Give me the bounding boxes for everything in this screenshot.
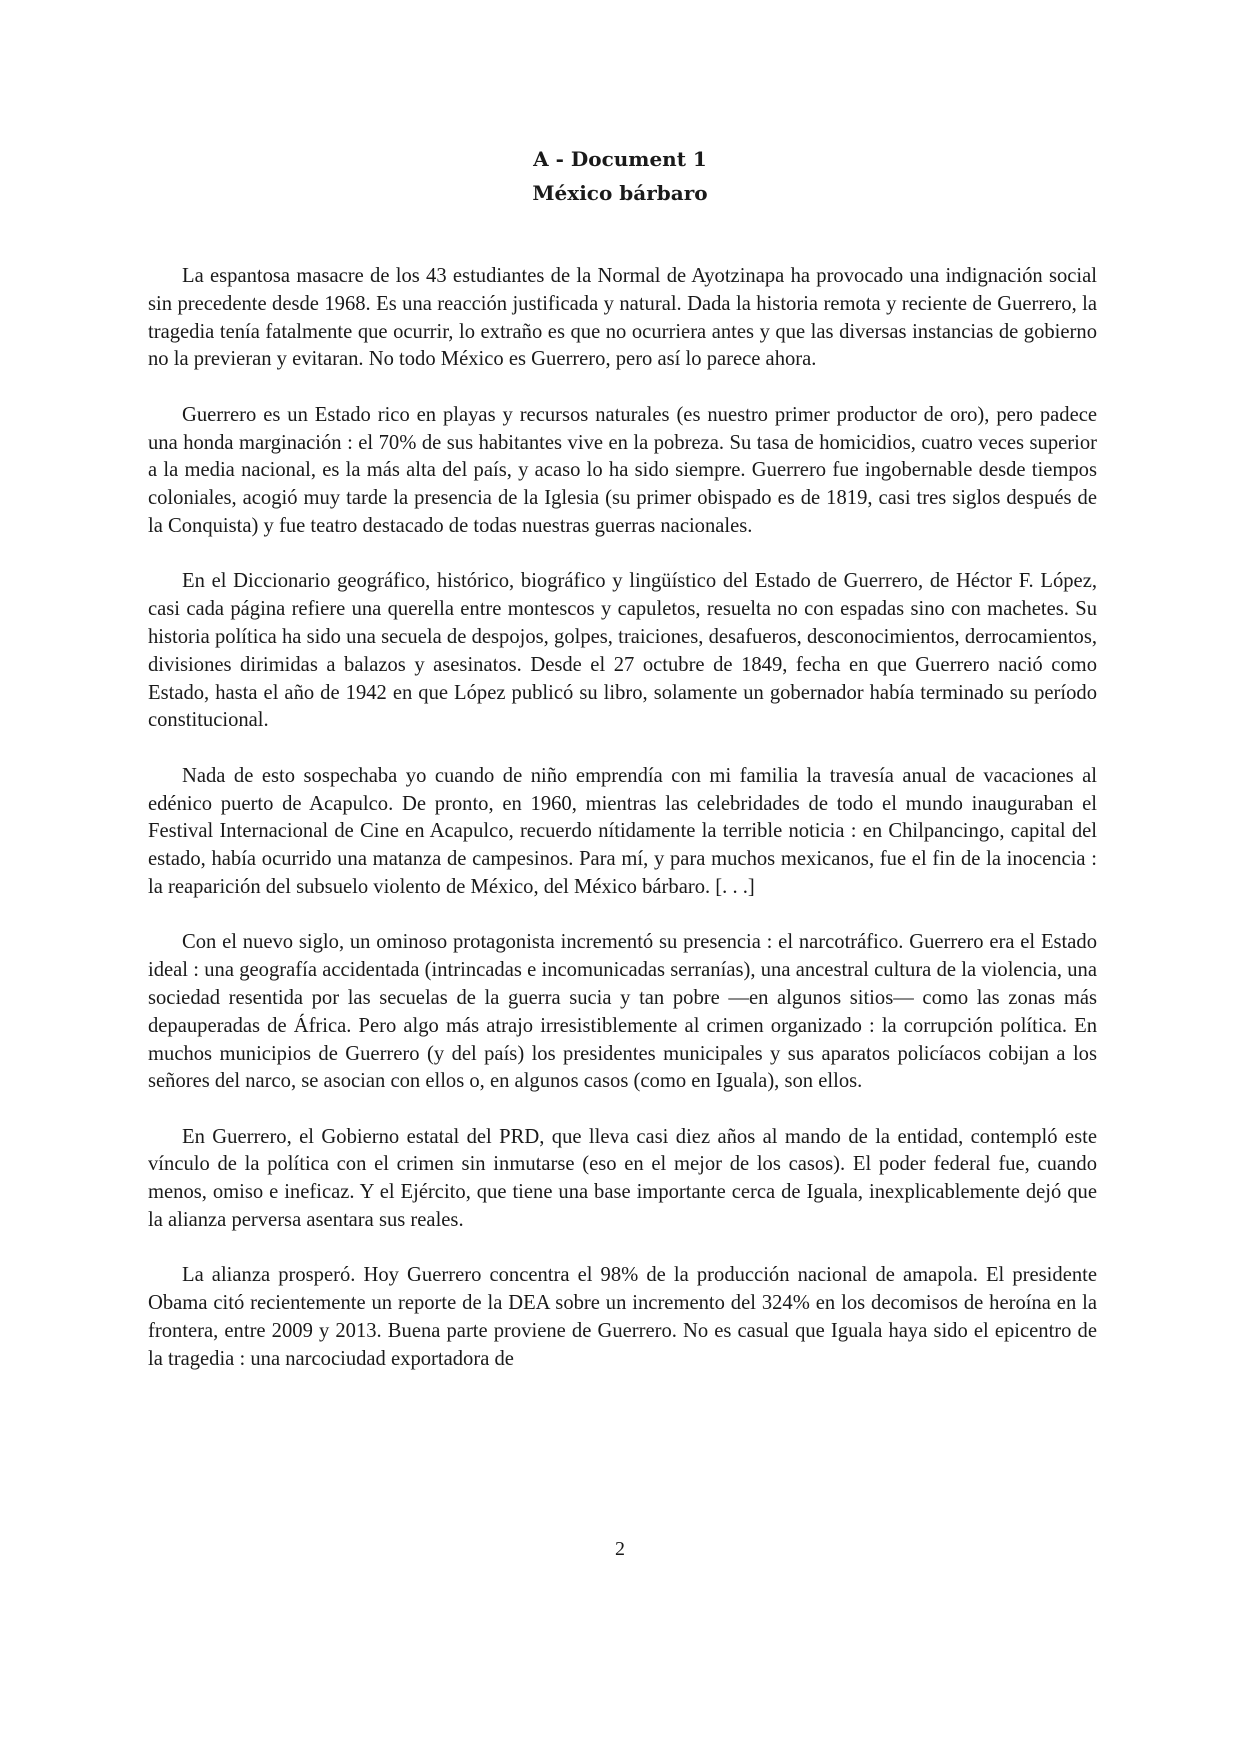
- document-header: [0, 142, 1240, 210]
- paragraph: Guerrero es un Estado rico en playas y recursos naturales (es nuestro primer productor de oro), pero padece una honda marginación : el 70% de sus habitantes vive en la pobreza. Su tasa de homicidios, cuatro veces superior a la media nacional, es la más alta del país, y acaso lo ha sido siempre. Guerrero fue ingobernable desde tiempos coloniales, acogió muy tarde la presencia de la Iglesia (su primer obispado es de 1819, casi tres siglos después de la Conquista) y fue teatro destacado de todas nuestras guerras nacionales.: [148, 403, 1097, 537]
- article-body: [148, 263, 1097, 1401]
- paragraph: La alianza prosperó. Hoy Guerrero concentra el 98% de la producción nacional de amapola. El presidente Obama citó recientemente un reporte de la DEA sobre un incremento del 324% en los decomisos de heroína en la frontera, entre 2009 y 2013. Buena parte proviene de Guerrero. No es casual que Iguala haya sido el epicentro de la tragedia : una narcociudad exportadora de: [148, 1264, 1097, 1370]
- paragraph: Nada de esto sospechaba yo cuando de niño emprendía con mi familia la travesía anual de vacaciones al edénico puerto de Acapulco. De pronto, en 1960, mientras las celebridades de todo el mundo inauguraban el Festival Internacional de Cine en Acapulco, recuerdo nítidamente la terrible noticia : en Chilpancingo, capital del estado, había ocurrido una matanza de campesinos. Para mí, y para muchos mexicanos, fue el fin de la inocencia : la reaparición del subsuelo violento de México, del México bárbaro. [. . .]: [148, 764, 1097, 898]
- paragraph: En Guerrero, el Gobierno estatal del PRD, que lleva casi diez años al mando de la entidad, contempló este vínculo de la política con el crimen sin inmutarse (eso en el mejor de los casos). El poder federal fue, cuando menos, omiso e ineficaz. Y el Ejército, que tiene una base importante cerca de Iguala, inexplicablemente dejó que la alianza perversa asentara sus reales.: [148, 1125, 1097, 1232]
- document-title: México bárbaro: [532, 181, 708, 205]
- paragraph: Con el nuevo siglo, un ominoso protagonista incrementó su presencia : el narcotráfico. Guerrero era el Estado ideal : una geografía accidentada (intrincadas e incomunicadas serranías), una ancestral cultura de la violencia, una sociedad resentida por las secuelas de la guerra sucia y tan pobre —en algunos sitios— como las zonas más depauperadas de África. Pero algo más atrajo irresistiblemente al crimen organizado : la corrupción política. En muchos municipios de Guerrero (y del país) los presidentes municipales y sus aparatos policíacos cobijan a los señores del narco, se asocian con ellos o, en algunos casos (como en Iguala), son ellos.: [148, 931, 1097, 1093]
- page-number: 2: [615, 1538, 625, 1560]
- paragraph: En el Diccionario geográfico, histórico, biográfico y lingüístico del Estado de Guerrero, de Héctor F. López, casi cada página refiere una querella entre montescos y capuletos, resuelta no con espadas sino con machetes. Su historia política ha sido una secuela de despojos, golpes, traiciones, desafueros, desconocimientos, derrocamientos, divisiones dirimidas a balazos y asesinatos. Desde el 27 octubre de 1849, fecha en que Guerrero nació como Estado, hasta el año de 1942 en que López publicó su libro, solamente un gobernador había terminado su período constitucional.: [148, 570, 1097, 732]
- paragraph: La espantosa masacre de los 43 estudiantes de la Normal de Ayotzinapa ha provocado una indignación social sin precedente desde 1968. Es una reacción justificada y natural. Dada la historia remota y reciente de Guerrero, la tragedia tenía fatalmente que ocurrir, lo extraño es que no ocurriera antes y que las diversas instancias de gobierno no la previeran y evitaran. No todo México es Guerrero, pero así lo parece ahora.: [148, 265, 1097, 371]
- document-label: A - Document 1: [533, 147, 707, 171]
